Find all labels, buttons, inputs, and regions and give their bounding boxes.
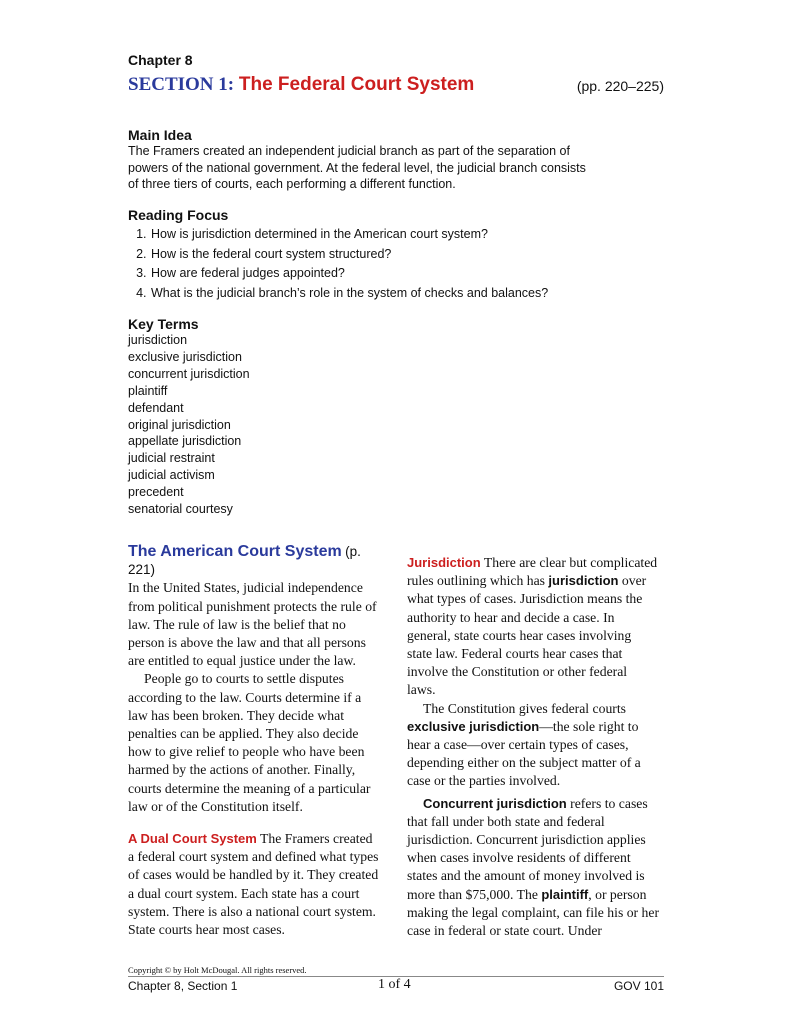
key-term: appellate jurisdiction	[128, 434, 242, 449]
key-term: defendant	[128, 400, 184, 415]
main-idea	[128, 127, 588, 193]
paragraph-text: —the sole right to hear a case—over certain types of cases, depending either on the subject matter of a case or the parties involved.	[407, 718, 641, 789]
right-column	[407, 554, 659, 940]
key-terms-heading: Key Terms	[128, 316, 199, 332]
course-code: GOV 101	[613, 979, 664, 993]
key-term: judicial activism	[128, 468, 215, 483]
reading-focus-item: 2. How is the federal court system structured?	[150, 245, 628, 265]
key-term: exclusive jurisdiction	[128, 349, 242, 364]
paragraph-text: The Constitution gives federal courts	[423, 700, 626, 716]
reading-focus-item: 3. How are federal judges appointed?	[150, 264, 628, 284]
paragraph: People go to courts to settle disputes according to the law. Courts determine if a law has been broken. They decide what penalties can be applied. They also decide how to give relief to people who have been harmed by the actions of another. Finally, courts determine the meaning of a particular law or of the Constitution itself.	[128, 671, 371, 814]
reading-focus-item: 1. How is jurisdiction determined in the American court system?	[150, 225, 628, 245]
copyright-notice: Copyright © by Holt McDougal. All rights reserved.	[128, 965, 307, 975]
key-term: concurrent jurisdiction	[128, 366, 250, 381]
dual-court-text: The Framers created a federal court system and defined what types of cases would be handled by it. They created a dual court system. Each state has a court system. There is also a national court system. State courts hear most cases.	[128, 831, 379, 938]
chapter-label: Chapter 8	[128, 52, 193, 68]
left-column	[128, 543, 380, 939]
reading-focus-heading: Reading Focus	[128, 207, 229, 223]
section-heading	[128, 74, 668, 96]
section-number: SECTION 1:	[128, 74, 235, 95]
dual-court-paragraph	[128, 830, 380, 939]
paragraph-text: There are clear but complicated rules outlining which has	[407, 555, 658, 589]
key-term: jurisdiction	[128, 333, 188, 347]
american-court-system-title: The American Court System	[128, 543, 342, 560]
page-number: 1 of 4	[378, 977, 411, 992]
american-court-system-pages: (p. 221)	[128, 544, 361, 578]
section-pages: (pp. 220–225)	[576, 78, 664, 94]
jurisdiction-heading: Jurisdiction	[407, 555, 481, 570]
jurisdiction-paragraph	[407, 554, 659, 700]
reading-focus-item: 4. What is the judicial branch’s role in the system of checks and balances?	[150, 284, 628, 304]
dual-court-heading: A Dual Court System	[128, 831, 257, 847]
key-terms	[128, 316, 428, 518]
key-term-inline: exclusive jurisdiction	[407, 718, 540, 734]
reading-focus-list	[128, 225, 628, 303]
concurrent-paragraph	[407, 795, 659, 941]
reading-focus	[128, 207, 628, 303]
paragraph-text: , or person making the legal complaint, can file his or her case in federal or state court. Under	[407, 886, 659, 939]
american-court-system-heading	[128, 543, 380, 579]
exclusive-paragraph	[407, 700, 659, 791]
section-title: The Federal Court System	[238, 74, 475, 95]
key-term: senatorial courtesy	[128, 502, 233, 517]
footer-section: Chapter 8, Section 1	[128, 979, 238, 993]
paragraph: In the United States, judicial independence from political punishment protects the rule of law. The rule of law is the belief that no person is above the law and that all persons are entitled to equal justice under the law.	[128, 580, 377, 669]
main-idea-text: The Framers created an independent judicial branch as part of the separation of powers of the national government. At the federal level, the judicial branch consists of three tiers of courts, each performing a different function.	[128, 144, 586, 191]
key-term: original jurisdiction	[128, 417, 231, 432]
paragraph-text: refers to cases that fall under both state and federal jurisdiction. Concurrent jurisdiction applies when cases involve residents of different states and the amount of money involved is more than $75,000. The	[407, 795, 648, 902]
key-term-inline: jurisdiction	[548, 573, 619, 589]
key-terms-list	[128, 332, 428, 518]
key-term-inline: plaintiff	[541, 886, 589, 902]
key-term: plaintiff	[128, 383, 168, 398]
main-idea-heading: Main Idea	[128, 127, 192, 143]
key-term: judicial restraint	[128, 451, 215, 466]
paragraph-text: over what types of cases. Jurisdiction means the authority to hear and decide a case. In general, state courts hear cases involving state law. Federal courts hear cases that involve the Constitution or other federal laws.	[407, 573, 647, 698]
key-term: precedent	[128, 485, 184, 500]
key-term-inline: Concurrent jurisdiction	[423, 795, 567, 811]
